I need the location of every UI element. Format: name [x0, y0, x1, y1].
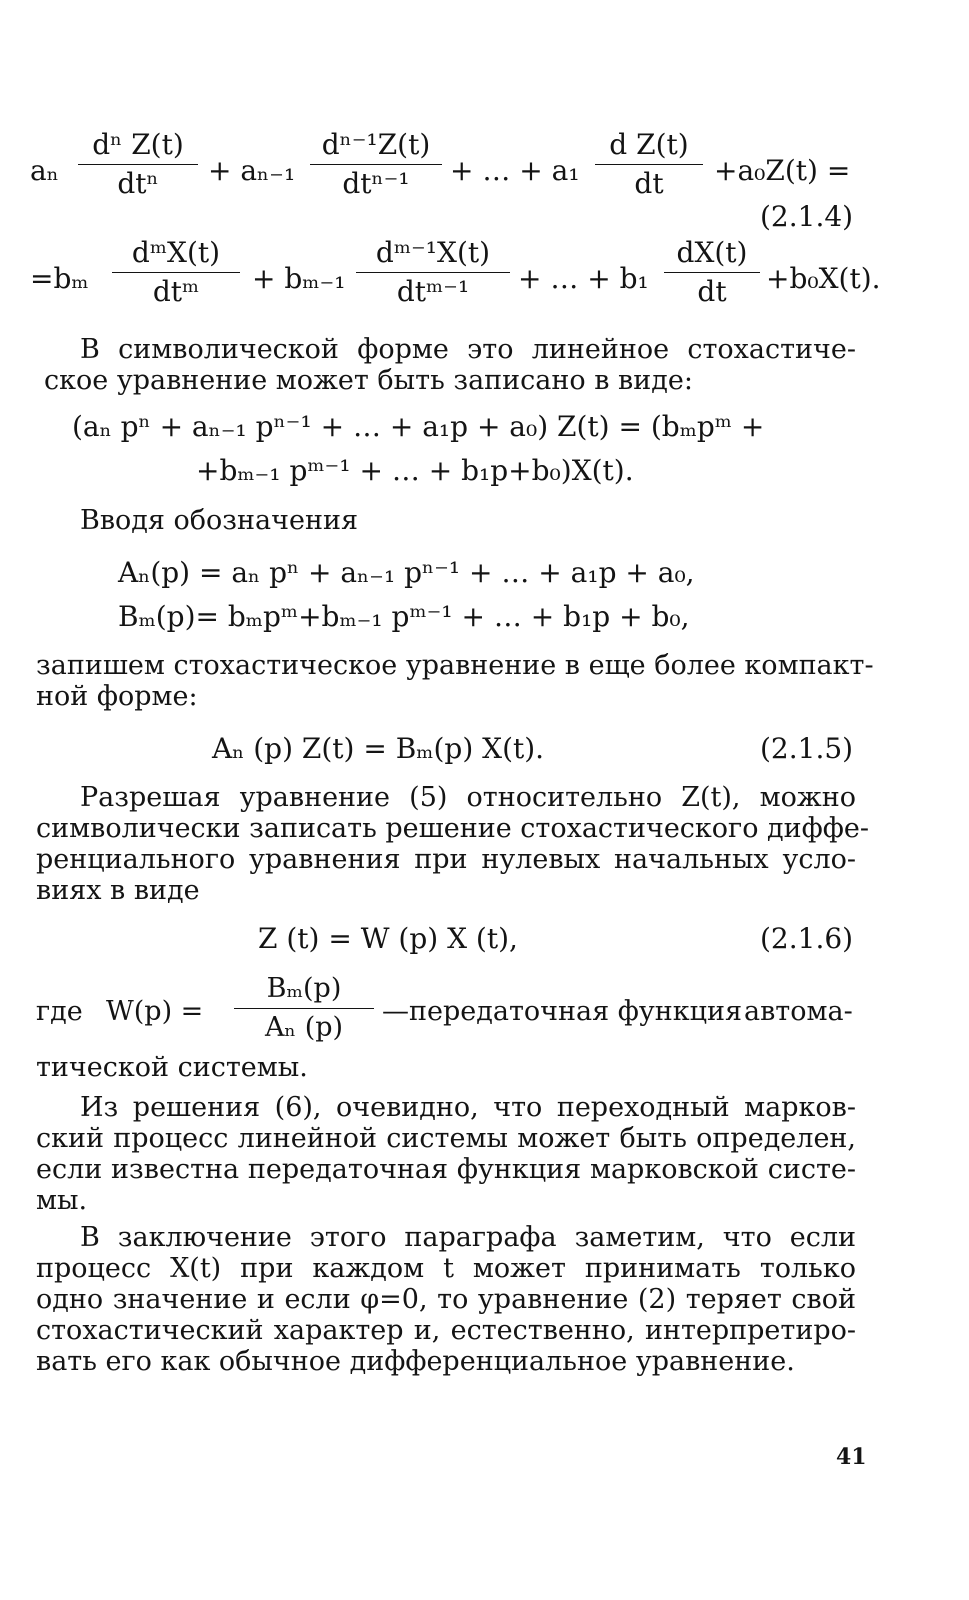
paragraph-conclusion	[36, 1222, 856, 1377]
text-line: мы.	[36, 1185, 88, 1216]
text-line: процесс X(t) при каждом t может принимать только	[36, 1253, 856, 1284]
fraction-denominator: dt	[697, 275, 727, 308]
symbolic-equation-line-2: +bₘ₋₁ pᵐ⁻¹ + … + b₁p+b₀)X(t).	[196, 454, 634, 487]
fraction-dm-x	[112, 236, 240, 309]
text-line: одно значение и если φ=0, то уравнение (2) теряет свой	[36, 1284, 856, 1315]
fraction-denominator: dtⁿ	[117, 167, 159, 200]
text-line: ной форме:	[36, 681, 198, 712]
fraction-denominator: dtⁿ⁻¹	[342, 167, 410, 200]
text-line: ренциального уравнения при нулевых начальных усло-	[36, 844, 856, 875]
fraction-dx	[664, 236, 760, 309]
transfer-function-definition	[36, 972, 866, 1054]
text-line: вать его как обычное дифференциальное уравнение.	[36, 1346, 795, 1377]
paragraph-solution	[36, 782, 870, 906]
fraction-denominator: dtᵐ⁻¹	[396, 275, 470, 308]
text-line: ское уравнение может быть записано в виде:	[44, 365, 693, 396]
fraction-bar	[310, 164, 442, 165]
fraction-numerator: dᵐ⁻¹X(t)	[375, 236, 491, 269]
notation-A: Aₙ(p) = aₙ pⁿ + aₙ₋₁ pⁿ⁻¹ + … + a₁p + a₀,	[118, 556, 695, 589]
text-line: Разрешая уравнение (5) относительно Z(t), можно	[80, 782, 856, 813]
paragraph-symbolic-form	[44, 334, 856, 396]
term-b-1: + … + b₁	[518, 262, 649, 295]
fraction-dm-1-x	[356, 236, 510, 309]
where-word: где	[36, 996, 83, 1027]
fraction-d-z	[595, 128, 703, 201]
coef-b-m: =bₘ	[30, 262, 89, 295]
term-b-m-minus-1: + bₘ₋₁	[252, 262, 346, 295]
w-of-p: W(p) =	[106, 996, 204, 1027]
fraction-bar	[595, 164, 703, 165]
equation-2-1-6: Z (t) = W (p) X (t),	[258, 922, 518, 955]
text-line: стохастический характер и, естественно, интерпретиро-	[36, 1315, 856, 1346]
fraction-bar	[664, 272, 760, 273]
equation-number-2-1-4: (2.1.4)	[760, 200, 854, 233]
text-line: тической системы.	[36, 1052, 308, 1083]
intro-notation: Вводя обозначения	[80, 505, 358, 536]
text-line: ский процесс линейной системы может быть определен,	[36, 1123, 856, 1154]
term-b0-x: +b₀X(t).	[766, 262, 881, 295]
word-avtoma: автома-	[744, 996, 853, 1027]
fraction-numerator: d Z(t)	[609, 128, 689, 161]
text-line: если известна передаточная функция марковской систе-	[36, 1154, 856, 1185]
text-line: Из решения (6), очевидно, что переходный марков-	[80, 1092, 856, 1123]
notation-B: Bₘ(p)= bₘpᵐ+bₘ₋₁ pᵐ⁻¹ + … + b₁p + b₀,	[118, 600, 690, 633]
fraction-bar	[234, 1008, 374, 1009]
equation-2-1-4-line-2	[30, 236, 881, 322]
paragraph-compact-form	[36, 650, 874, 712]
fraction-denominator: Aₙ (p)	[264, 1012, 344, 1043]
symbolic-equation-line-1: (aₙ pⁿ + aₙ₋₁ pⁿ⁻¹ + … + a₁p + a₀) Z(t) = (bₘpᵐ +	[72, 410, 765, 443]
text-line: виях в виде	[36, 875, 200, 906]
page-number: 41	[836, 1444, 867, 1470]
fraction-numerator: dᵐX(t)	[131, 236, 221, 269]
paragraph-markov-process	[36, 1092, 856, 1216]
text-line: В заключение этого параграфа заметим, что если	[80, 1222, 856, 1253]
term-a-n-minus-1: + aₙ₋₁	[208, 154, 296, 187]
coef-a-n: aₙ	[30, 154, 59, 187]
fraction-bar	[356, 272, 510, 273]
fraction-numerator: dⁿ⁻¹Z(t)	[321, 128, 431, 161]
fraction-dn-z	[78, 128, 198, 201]
fraction-bar	[112, 272, 240, 273]
fraction-numerator: Bₘ(p)	[266, 973, 342, 1004]
equation-number-2-1-5: (2.1.5)	[760, 732, 854, 765]
where-continuation	[36, 1052, 848, 1083]
fraction-numerator: dⁿ Z(t)	[92, 128, 184, 161]
text-line: запишем стохастическое уравнение в еще более компакт-	[36, 650, 874, 681]
text-line: В символической форме это линейное стохастиче-	[80, 334, 856, 365]
transfer-function-desc: —передаточная функция	[382, 996, 742, 1027]
fraction-denominator: dtᵐ	[152, 275, 200, 308]
term-a0-z: +a₀Z(t) =	[714, 154, 851, 187]
fraction-bar	[78, 164, 198, 165]
term-a-1: + … + a₁	[450, 154, 580, 187]
text-line: символически записать решение стохастического диффе-	[36, 813, 870, 844]
fraction-numerator: dX(t)	[676, 236, 748, 269]
fraction-dn-1-z	[310, 128, 442, 201]
equation-2-1-5: Aₙ (p) Z(t) = Bₘ(p) X(t).	[212, 732, 545, 765]
equation-number-2-1-6: (2.1.6)	[760, 922, 854, 955]
fraction-bm-over-an	[234, 972, 374, 1045]
equation-2-1-4-line-1	[30, 128, 860, 214]
fraction-denominator: dt	[634, 167, 664, 200]
